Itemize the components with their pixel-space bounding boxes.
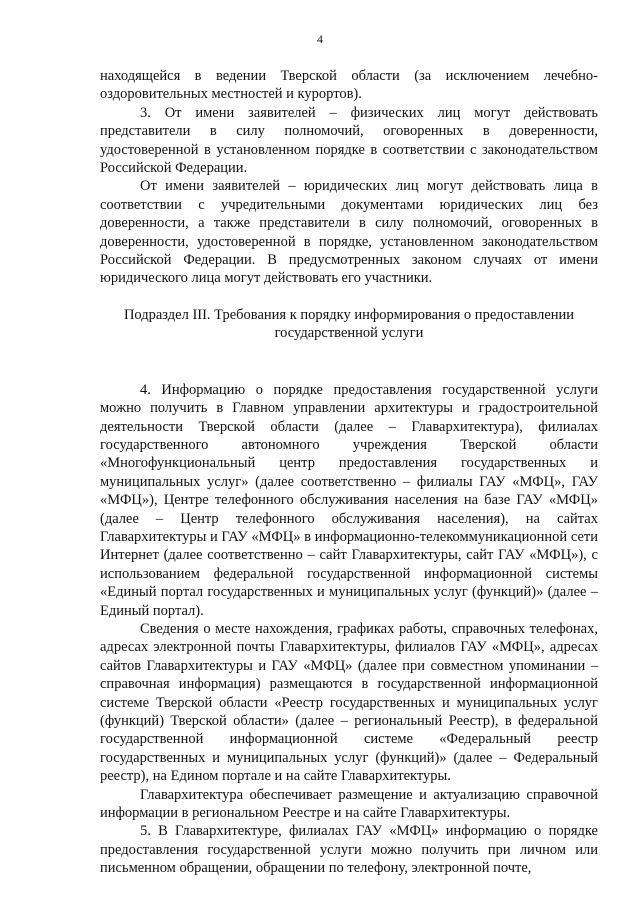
paragraph-reference-info: Сведения о месте нахождения, графиках работы, справочных телефонах, адресах электронной почты Главархитектуры, филиалов ГАУ «МФЦ», адресах сайтов Главархитектуры и ГАУ «МФЦ» (далее при совместном упоминании – справочная информация) размещаются в государственной информационной системе Тверской области «Реестр государственных и муниципальных услуг (функций) Тверской области» (далее – региональный Реестр), в федеральной государственной информационной системе «Федеральный реестр государственных и муниципальных услуг (функций)» (далее – Федеральный реестр), на Едином портале и на сайте Главархитектуры. — [100, 620, 598, 785]
paragraph-legal-entities: От имени заявителей – юридических лиц могут действовать лица в соответствии с учредительными документами юридических лиц без доверенности, а также представители в силу полномочий, оговоренных в доверенности, удостоверенной в порядке, установленном законодательством Российской Федерации. В предусмотренных законом случаях от имени юридического лица могут действовать его участники. — [100, 178, 598, 287]
paragraph-actualization: Главархитектура обеспечивает размещение и актуализацию справочной информации в региональном Реестре и на сайте Главархитектуры. — [100, 786, 598, 822]
paragraph-item-3: 3. От имени заявителей – физических лиц могут действовать представители в силу полномочий, оговоренных в доверенности, удостоверенной в установленном порядке в соответствии с законодательством Российской Федерации. — [100, 104, 598, 177]
paragraph-item-5: 5. В Главархитектуре, филиалах ГАУ «МФЦ» информацию о порядке предоставления государственной услуги можно получить при личном или письменном обращении, обращении по телефону, электронной почте, — [100, 823, 598, 877]
paragraph-item-4: 4. Информацию о порядке предоставления государственной услуги можно получить в Главном управлении архитектуры и градостроительной деятельности Тверской области (далее – Главархитектура), филиалах государственного автономного учреждения Тверской области «Многофункциональный центр предоставления государственных и муниципальных услуг» (далее соответственно – филиалы ГАУ «МФЦ», ГАУ «МФЦ»), Центре телефонного обслуживания населения на базе ГАУ «МФЦ» (далее – Центр телефонного обслуживания населения), на сайтах Главархитектуры и ГАУ «МФЦ» в информационно-телекоммуникационной сети Интернет (далее соответственно – сайт Главархитектуры, сайт ГАУ «МФЦ»), с использованием федеральной государственной информационной системы «Единый портал государственных и муниципальных услуг (функций)» (далее – Единый портал). — [100, 381, 598, 619]
paragraph-continuation: находящейся в ведении Тверской области (за исключением лечебно-оздоровительных местностей и курортов). — [100, 68, 598, 103]
page-number: 4 — [317, 32, 323, 46]
section-heading: Подраздел III. Требования к порядку информирования о предоставлении государственной услуги — [123, 306, 575, 342]
document-body — [100, 67, 598, 878]
